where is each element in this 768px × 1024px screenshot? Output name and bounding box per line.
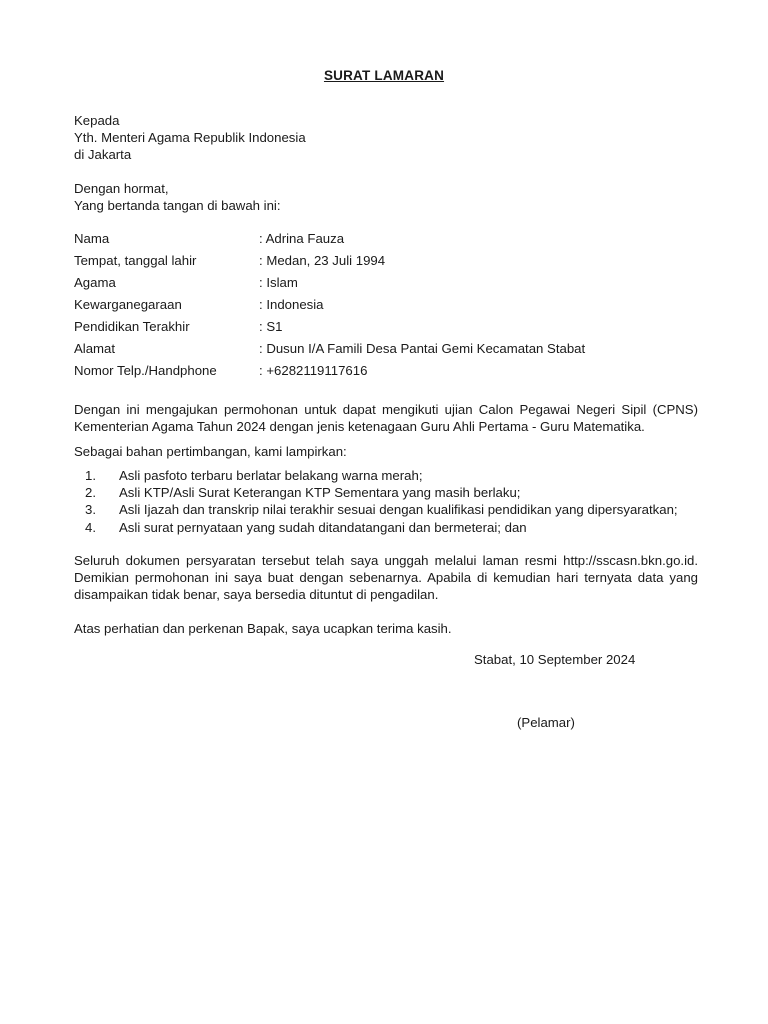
- biodata-value: : Dusun I/A Famili Desa Pantai Gemi Kecamatan Stabat: [259, 341, 586, 356]
- biodata-label: Nomor Telp./Handphone: [74, 363, 217, 378]
- paragraph-line: Dengan ini mengajukan permohonan untuk dapat mengikuti ujian Calon Pegawai Negeri Sipil (CPNS): [74, 402, 698, 417]
- biodata-row-birth: [74, 252, 585, 274]
- recipient-line: Kepada: [74, 113, 120, 128]
- list-item: [74, 467, 698, 484]
- list-text: Asli Ijazah dan transkrip nilai terakhir sesuai dengan kualifikasi pendidikan yang dipersyaratkan;: [119, 502, 678, 518]
- list-item: [74, 519, 698, 536]
- place-date: Stabat, 10 September 2024: [474, 652, 636, 667]
- recipient-line: di Jakarta: [74, 146, 132, 162]
- biodata-value: : Indonesia: [259, 297, 324, 312]
- attachments-intro-text: Sebagai bahan pertimbangan, kami lampirkan:: [74, 444, 347, 459]
- recipient-block: [74, 113, 698, 163]
- biodata-value: : Medan, 23 Juli 1994: [259, 253, 386, 268]
- biodata-label: Kewarganegaraan: [74, 297, 182, 312]
- biodata-row-education: [74, 318, 585, 340]
- attachments-list: [74, 467, 698, 536]
- list-text: Asli pasfoto terbaru berlatar belakang warna merah;: [119, 468, 423, 483]
- biodata-label: Nama: [74, 231, 110, 246]
- list-item: [74, 501, 698, 518]
- biodata-label: Alamat: [74, 341, 116, 356]
- application-paragraph: [74, 402, 698, 436]
- salutation: Dengan hormat,: [74, 181, 169, 196]
- list-number: 1.: [85, 468, 96, 483]
- letter-title: SURAT LAMARAN: [323, 68, 445, 83]
- biodata-table: [74, 230, 585, 384]
- list-number: 2.: [85, 485, 96, 501]
- paragraph-line: Kementerian Agama Tahun 2024 dengan jenis ketenagaan Guru Ahli Pertama - Guru Matematika.: [74, 418, 645, 434]
- paragraph-line: Demikian permohonan ini saya buat dengan sebenarnya. Apabila di kemudian hari ternyata data yang: [74, 569, 698, 585]
- recipient-line: Yth. Menteri Agama Republik Indonesia: [74, 129, 306, 145]
- list-number: 4.: [85, 519, 96, 535]
- biodata-row-name: [74, 230, 585, 252]
- paragraph-line: disampaikan tidak benar, saya bersedia dituntut di pengadilan.: [74, 586, 439, 602]
- list-item: [74, 484, 698, 501]
- biodata-value: : Adrina Fauza: [259, 231, 345, 246]
- list-number: 3.: [85, 502, 96, 518]
- biodata-value: : S1: [259, 319, 283, 334]
- list-text: Asli surat pernyataan yang sudah ditandatangani dan bermeterai; dan: [119, 519, 527, 535]
- biodata-row-religion: [74, 274, 585, 296]
- biodata-row-phone: [74, 362, 585, 384]
- biodata-value: : Islam: [259, 275, 298, 290]
- thanks-text: Atas perhatian dan perkenan Bapak, saya ucapkan terima kasih.: [74, 621, 452, 636]
- biodata-label: Agama: [74, 275, 116, 290]
- signature-label: (Pelamar): [517, 715, 575, 730]
- thanks-block: [74, 621, 698, 638]
- opening-block: [74, 181, 698, 215]
- paragraph-line: Seluruh dokumen persyaratan tersebut telah saya unggah melalui laman resmi http://sscasn.bkn.go.id.: [74, 553, 698, 568]
- biodata-row-address: [74, 340, 585, 362]
- biodata-label: Pendidikan Terakhir: [74, 319, 190, 334]
- list-text: Asli KTP/Asli Surat Keterangan KTP Sementara yang masih berlaku;: [119, 485, 521, 501]
- closing-paragraph: [74, 553, 698, 603]
- biodata-value: : +6282119117616: [259, 363, 368, 378]
- biodata-row-citizenship: [74, 296, 585, 318]
- attachments-intro: [74, 444, 698, 461]
- biodata-label: Tempat, tanggal lahir: [74, 253, 197, 268]
- opening-statement: Yang bertanda tangan di bawah ini:: [74, 197, 281, 213]
